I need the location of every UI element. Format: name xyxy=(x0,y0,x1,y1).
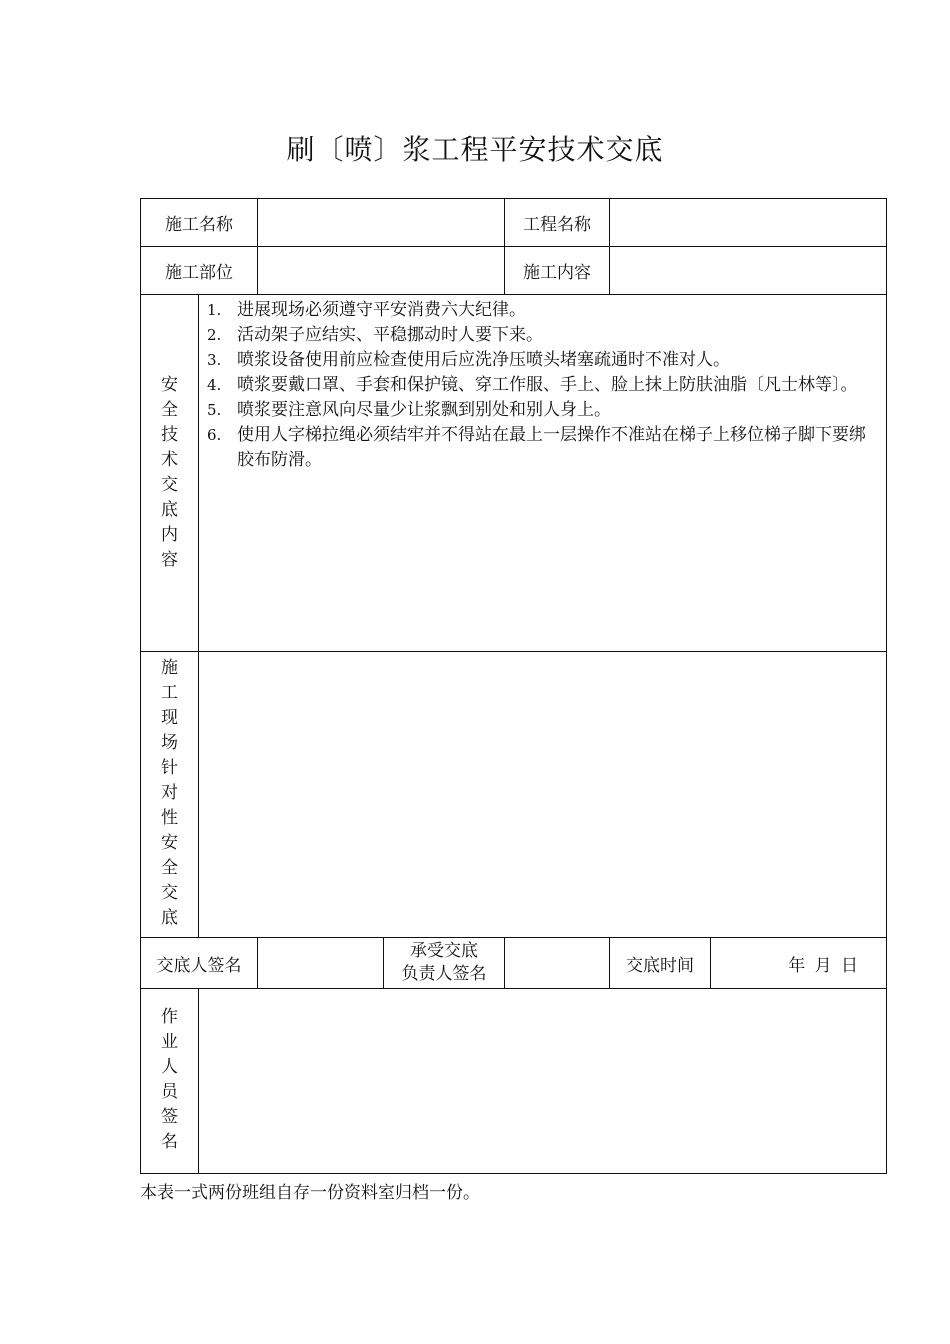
label-char: 业 xyxy=(161,1032,178,1052)
receiver-signature-field[interactable] xyxy=(505,938,610,989)
discloser-signature-label: 交底人签名 xyxy=(141,938,258,989)
label-char: 性 xyxy=(161,808,178,828)
label-char: 底 xyxy=(161,908,178,928)
project-name-field[interactable] xyxy=(610,199,887,247)
construction-content-field[interactable] xyxy=(610,247,887,295)
label-char: 施 xyxy=(161,658,178,678)
site-specific-row xyxy=(141,652,887,938)
discloser-signature-field[interactable] xyxy=(258,938,384,989)
construction-location-label: 施工部位 xyxy=(141,247,258,295)
label-char: 交 xyxy=(161,883,178,903)
label-char: 内 xyxy=(161,525,178,545)
header-row-1 xyxy=(141,199,887,247)
label-char: 名 xyxy=(161,1132,178,1152)
safety-rules-list xyxy=(207,298,872,473)
label-char: 容 xyxy=(161,550,178,570)
label-char: 工 xyxy=(161,683,178,703)
list-item: 1. 进展现场必须遵守平安消费六大纪律。 xyxy=(207,300,526,320)
label-char: 人 xyxy=(161,1057,178,1077)
label-char: 作 xyxy=(161,1007,178,1027)
workers-signature-label xyxy=(141,989,199,1174)
label-char: 场 xyxy=(161,733,178,753)
list-item: 3. 喷浆设备使用前应检查使用后应洗净压喷头堵塞疏通时不准对人。 xyxy=(207,350,730,370)
label-char: 现 xyxy=(161,708,178,728)
label-char: 安 xyxy=(161,833,178,853)
label-char: 对 xyxy=(161,783,178,803)
label-char: 交 xyxy=(161,475,178,495)
safety-content-row xyxy=(141,295,887,652)
disclosure-time-label: 交底时间 xyxy=(610,938,711,989)
site-specific-label xyxy=(141,652,199,938)
site-specific-field[interactable] xyxy=(199,652,887,938)
signature-row xyxy=(141,938,887,989)
label-char: 全 xyxy=(161,858,178,878)
label-char: 术 xyxy=(161,450,178,470)
list-item: 2. 活动架子应结实、平稳挪动时人要下来。 xyxy=(207,325,543,345)
safety-content-body xyxy=(199,295,887,652)
disclosure-date-field[interactable]: 年 月 日 xyxy=(711,938,887,989)
list-item: 4. 喷浆要戴口罩、手套和保护镜、穿工作服、手上、脸上抹上防肤油脂〔凡士林等〕。 xyxy=(207,375,858,395)
project-name-label: 工程名称 xyxy=(505,199,610,247)
construction-location-field[interactable] xyxy=(258,247,505,295)
safety-disclosure-form xyxy=(140,198,887,1174)
label-char: 安 xyxy=(161,375,178,395)
list-item: 6. 使用人字梯拉绳必须结牢并不得站在最上一层操作不准站在梯子上移位梯子脚下要绑胶布防滑。 xyxy=(207,425,866,470)
workers-signature-row xyxy=(141,989,887,1174)
label-char: 底 xyxy=(161,500,178,520)
construction-content-label: 施工内容 xyxy=(505,247,610,295)
label-char: 签 xyxy=(161,1107,178,1127)
label-char: 技 xyxy=(161,425,178,445)
label-char: 全 xyxy=(161,400,178,420)
header-row-2 xyxy=(141,247,887,295)
receiver-label-line2: 负责人签名 xyxy=(401,964,487,984)
receiver-signature-label xyxy=(384,938,505,989)
page-title: 刷〔喷〕浆工程平安技术交底 xyxy=(286,133,664,166)
footnote: 本表一式两份班组自存一份资料室归档一份。 xyxy=(140,1183,480,1203)
workers-signature-field[interactable] xyxy=(199,989,887,1174)
construction-name-label: 施工名称 xyxy=(141,199,258,247)
safety-content-label xyxy=(141,295,199,652)
list-item: 5. 喷浆要注意风向尽量少让浆飘到别处和别人身上。 xyxy=(207,400,611,420)
label-char: 针 xyxy=(161,758,178,778)
label-char: 员 xyxy=(161,1082,178,1102)
receiver-label-line1: 承受交底 xyxy=(410,941,478,961)
construction-name-field[interactable] xyxy=(258,199,505,247)
